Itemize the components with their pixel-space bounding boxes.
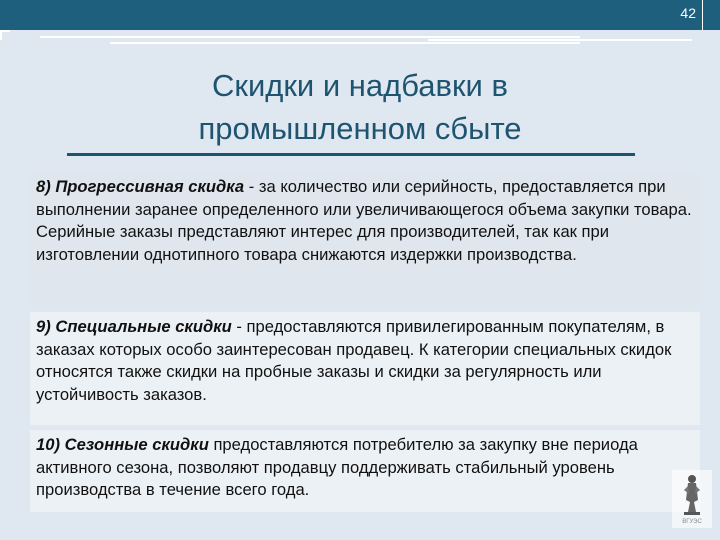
header-bar bbox=[0, 0, 720, 30]
content-block-special bbox=[30, 312, 700, 425]
term-description: предоставляются потребителю за закупку вне периода активного сезона, позволяют продавцу поддерживать стабильный уровень производства в течение всего года. bbox=[36, 435, 638, 499]
header-decoration-line bbox=[428, 39, 692, 41]
term-label: 8) Прогрессивная скидка bbox=[36, 177, 245, 196]
header-decoration-line bbox=[40, 36, 580, 38]
page-number: 42 bbox=[680, 5, 696, 21]
term-description: - предоставляются привилегированным покупателям, в заказах которых особо заинтересован продавец. К категории специальных скидок относятся также скидки на пробные заказы и скидки за регулярность или устойчивость заказов. bbox=[36, 317, 672, 404]
logo-caption: ВГУЭС bbox=[682, 519, 702, 525]
title-underline bbox=[67, 153, 635, 156]
term-label: 10) Сезонные скидки bbox=[36, 435, 209, 454]
content-block-seasonal bbox=[30, 430, 700, 512]
term-label: 9) Специальные скидки bbox=[36, 317, 232, 336]
content-block-progressive bbox=[30, 172, 700, 306]
header-divider bbox=[702, 0, 703, 30]
slide-title: Скидки и надбавки в промышленном сбыте bbox=[198, 68, 522, 146]
university-logo bbox=[672, 470, 712, 528]
term-description: - за количество или серийность, предоставляется при выполнении заранее определенного или увеличивающегося объема закупки товара. Серийные заказы представляют интерес для производителей, так как при изготовлении однотипного товара снижаются издержки производства. bbox=[36, 177, 692, 264]
header-decoration-line bbox=[110, 42, 580, 44]
corner-decoration bbox=[0, 30, 10, 40]
